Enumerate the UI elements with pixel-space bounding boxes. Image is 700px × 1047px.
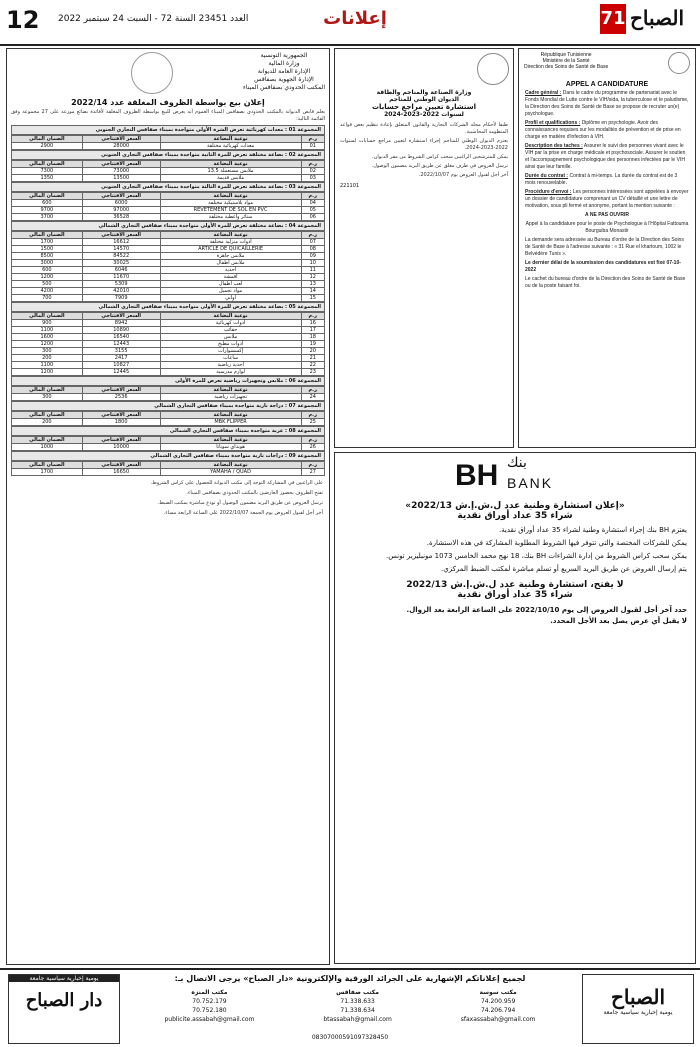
lot-table-header: الضمان المالي	[12, 412, 83, 419]
lot-table-header: الضمان المالي	[12, 462, 83, 469]
health-ministry-ad	[518, 48, 696, 448]
table-cell: REVETEMENT DE SOL EN PVC	[160, 207, 301, 214]
mines-title: استشارة تعيين مراجع حسابات	[372, 103, 476, 111]
table-cell: 20	[301, 348, 325, 355]
table-row	[12, 214, 325, 221]
footer-email[interactable]: publicite.assabah@gmail.com	[164, 1016, 255, 1023]
table-cell: 14570	[82, 246, 160, 253]
table-cell: 6046	[82, 267, 160, 274]
footer-contact-fax: 70.752.180	[192, 1007, 227, 1014]
table-cell: 13	[301, 281, 325, 288]
lot-table-header: الضمان المالي	[12, 136, 83, 143]
table-cell: 10890	[82, 327, 160, 334]
bh-logo-mark: BH	[455, 459, 499, 492]
table-cell: 12445	[82, 369, 160, 376]
tender-paragraph: ترسل العروض عن طريق البريد مضمون الوصول أو تودع مباشرة بمكتب الضبط.	[157, 500, 323, 506]
bh-bank-logo	[335, 453, 695, 501]
footer-contact	[461, 988, 536, 1024]
lot-table-header: نوعية البضاعة	[160, 462, 301, 469]
bh-logo-word: BANK	[507, 475, 554, 491]
bank-subline: شراء 35 عداد أوراق نقدية	[457, 511, 573, 521]
footer-banner: لجميع إعلاناتكم الإشهارية على الجرائد الورقية والإلكترونية «دار الصباح» يرجى الاتصال بـ:	[174, 974, 526, 983]
mines-office-ad	[334, 48, 514, 448]
table-cell: 1800	[82, 419, 160, 426]
page-header	[0, 0, 700, 46]
bank-label-sub: شراء 35 عداد أوراق نقدية	[457, 590, 573, 600]
tender-title: إعلان بيع بواسطة الظروف المغلقة عدد 2022/14	[71, 98, 265, 107]
lot-table-header: ر.م	[301, 462, 325, 469]
tender-paragraph: على الراغبين في المشاركة التوجه إلى مكتب الديوانة للحصول على كراس الشروط.	[150, 480, 323, 486]
lot-table-header: الضمان المالي	[12, 161, 83, 168]
lot-table-header: نوعية البضاعة	[160, 136, 301, 143]
bank-body	[335, 525, 695, 574]
lot-table-header: السعر الافتتاحي	[82, 462, 160, 469]
bank-paragraph: يمكن سحب كراس الشروط من إدارة الشراءات BH بنك، 18 نهج محمد الخامس 1073 مونبليزير تونس.	[386, 552, 687, 560]
footer-contact	[164, 988, 254, 1024]
lot-table-header: ر.م	[301, 313, 325, 320]
mines-paragraph: آخر أجل لقبول العروض يوم 2022/10/07.	[418, 172, 508, 178]
fr-section-heading: Description des taches :	[525, 143, 583, 149]
fr-mention-2: Appel à la candidature pour le poste de Psychologue à l'Hôpital Fattouma Bourguiba Monastir	[525, 221, 689, 234]
lot-table	[11, 461, 325, 476]
table-row	[12, 207, 325, 214]
lot-table-header: السعر الافتتاحي	[82, 161, 160, 168]
table-cell: أدوات منزلية مختلفة	[160, 239, 301, 246]
table-cell: 2900	[12, 143, 83, 150]
fr-deadline: Le dernier délai de la soumission des candidatures est fixé 07-10-2022	[525, 260, 681, 273]
table-cell: 1200	[12, 341, 83, 348]
table-row	[12, 239, 325, 246]
table-row	[12, 253, 325, 260]
footer-brand-2: دار الصباح	[25, 990, 103, 1011]
table-row	[12, 320, 325, 327]
mines-paragraph: طبقا لأحكام مجلة الشركات التجارية والقانون المتعلق بإعادة تنظيم بعض قواعد المنظومة المحاسبية.	[340, 122, 508, 135]
lot-table	[11, 160, 325, 182]
lot-group-title: المجموعة 05 : بضاعة مختلفة تعرض للمرة الأولى متواجدة بميناء صفاقس التجاري الشمالي	[11, 302, 325, 312]
lot-table-header: ر.م	[301, 412, 325, 419]
table-cell: 6000	[82, 200, 160, 207]
lot-table	[11, 386, 325, 401]
lot-table-header: نوعية البضاعة	[160, 387, 301, 394]
table-cell: معدات كهربائية مختلفة	[160, 143, 301, 150]
table-cell: 97000	[82, 207, 160, 214]
section-title: إعلانات	[323, 8, 387, 29]
republic-label: الجمهورية التونسية	[260, 52, 308, 59]
fr-section-text: Assurer le suivi des personnes vivant avec le VIH par la prise en charge médicale et psychosociale. Assurer le soutien et l'accompagnement psychologique des personnes infectées par le VIH ainsi que leur famille.	[525, 143, 686, 170]
bank-paragraph: يتم إرسال العروض عن طريق البريد السريع أو تسلم مباشرة لمكتب الضبط المركزي.	[441, 565, 687, 573]
table-cell: أدوات مطبخ	[160, 341, 301, 348]
table-row	[12, 295, 325, 302]
table-cell: 22	[301, 362, 325, 369]
table-cell: 24	[301, 394, 325, 401]
table-cell: 700	[12, 295, 83, 302]
fr-section-text: Diplôme en psychologie. Avoir des connaissances requises sur les modalités de prévention et de prise en charge en matière d'infection à VIH.	[525, 120, 681, 140]
table-cell: 3700	[12, 214, 83, 221]
table-row	[12, 355, 325, 362]
customs-header	[243, 52, 325, 92]
lot-group-title: المجموعة 03 : بضاعة مختلفة تعرض للمرة الثالثة متواجدة بميناء صفاقس التجاري الجنوبي	[11, 182, 325, 192]
fr-section-heading: Durée du contrat :	[525, 173, 569, 179]
table-cell: تجهيزات رياضية	[160, 394, 301, 401]
footer-tagline-right: يومية إخبارية سياسية جامعة	[603, 1009, 673, 1016]
table-cell: حقائب	[160, 327, 301, 334]
table-cell: أقمشة	[160, 274, 301, 281]
lot-table-header: السعر الافتتاحي	[82, 412, 160, 419]
table-cell: 27	[301, 469, 325, 476]
bank-paragraph: يعتزم BH بنك إجراء استشارة وطنية لشراء 35 عداد أوراق نقدية.	[498, 526, 687, 534]
lot-group-title: المجموعة 09 : دراجات نارية متواجدة بميناء صفاقس التجاري الشمالي	[11, 451, 325, 461]
mines-subtitle: لسنوات 2022-2023-2024	[384, 111, 464, 118]
table-cell: 300	[12, 394, 83, 401]
table-row	[12, 334, 325, 341]
lot-table-header: نوعية البضاعة	[160, 313, 301, 320]
fr-section-text: Les personnes intéressées sont appelées à envoyer un dossier de candidature comprenant un CV détaillé et une lettre de motivation, sous pli fermé et anonyme, portant la mention suivante :	[525, 189, 689, 209]
lot-table-header: السعر الافتتاحي	[82, 437, 160, 444]
logo-text: الصباح	[630, 6, 685, 30]
footer-contact-phone: 70.752.179	[192, 998, 227, 1005]
table-row	[12, 419, 325, 426]
fr-mention: A NE PAS OUVRIR	[585, 212, 629, 218]
table-cell: 300	[12, 348, 83, 355]
table-cell: 900	[12, 320, 83, 327]
table-cell: 28000	[82, 143, 160, 150]
footer-email[interactable]: sfaxassabah@gmail.com	[460, 1016, 536, 1023]
table-cell: 04	[301, 200, 325, 207]
table-cell: 7300	[12, 168, 83, 175]
lot-table-header: ر.م	[301, 437, 325, 444]
footer-contact-phone: 71.338.633	[340, 998, 375, 1005]
mines-office: الديوان الوطني للمناجم	[389, 96, 459, 103]
table-cell: 03	[301, 175, 325, 182]
table-cell: 09	[301, 253, 325, 260]
table-cell: 23	[301, 369, 325, 376]
fr-section-text: Dans le cadre du programme de partenariat avec le Fonds Mondial de Lutte contre le VIH/sida, la tuberculose et le paludisme, la Direction des Soins de Santé de Base se propose de recruter un(e) psychologue.	[525, 90, 689, 117]
customs-tender-ad	[6, 48, 330, 965]
footer-contact-fax: 74.206.794	[480, 1007, 516, 1014]
mines-ref: 221101	[340, 183, 360, 189]
fr-section-text: Contrat à mi-temps. La durée du contrat est de 3 mois renouvelable.	[525, 173, 678, 186]
table-cell: 1200	[12, 369, 83, 376]
table-row	[12, 260, 325, 267]
table-cell: أحذية رياضية	[160, 362, 301, 369]
table-cell: 08	[301, 246, 325, 253]
table-cell: 4200	[12, 288, 83, 295]
table-cell: مواد بلاستيكية مختلفة	[160, 200, 301, 207]
lot-table-header: نوعية البضاعة	[160, 437, 301, 444]
table-cell: 9700	[12, 207, 83, 214]
table-cell: 600	[12, 200, 83, 207]
table-row	[12, 369, 325, 376]
footer-contact-phone: 74.200.959	[480, 998, 516, 1005]
footer-contact-label: مكتب سوسة	[479, 989, 517, 996]
table-cell: هونداي سوناتا	[160, 444, 301, 451]
table-cell: 26	[301, 444, 325, 451]
table-cell: 500	[12, 281, 83, 288]
table-cell: 1100	[12, 327, 83, 334]
table-row	[12, 327, 325, 334]
table-row	[12, 274, 325, 281]
lot-table-header: ر.م	[301, 136, 325, 143]
logo-mark: 71	[600, 4, 626, 34]
tender-intro: يعلم قابض الديوانة بالمكتب الحدودي بصفاقس الميناء العموم أنه يعرض للبيع بواسطة الظروف المغلقة لأفائدة بضائع موزعة على 27 مجموعة وفق القائمة التالية:	[11, 109, 325, 122]
table-cell: 1200	[12, 274, 83, 281]
lot-group-title: المجموعة 06 : ملابس وتجهيزات رياضية تعرض للمرة الأولى	[11, 376, 325, 386]
table-cell: ملابس	[160, 334, 301, 341]
bh-logo-arabic: بنك	[507, 455, 527, 471]
lot-table-header: الضمان المالي	[12, 232, 83, 239]
table-cell: ملابس قديمة	[160, 175, 301, 182]
bank-paragraph: يمكن للشركات المختصة والتي تتوفر فيها الشروط المطلوبة المشاركة في هذه الاستشارة.	[426, 539, 687, 547]
table-cell: 30025	[82, 260, 160, 267]
table-row	[12, 200, 325, 207]
table-cell: إكسسوارات	[160, 348, 301, 355]
fr-section-heading: Profil et qualifications :	[525, 120, 581, 126]
table-cell: 10000	[82, 444, 160, 451]
mines-logo-icon	[477, 53, 509, 85]
table-cell: 19	[301, 341, 325, 348]
table-row	[12, 362, 325, 369]
lot-table-header: السعر الافتتاحي	[82, 387, 160, 394]
lot-group-title: المجموعة 08 : عربة متواجدة بميناء صفاقس التجاري الشمالي	[11, 426, 325, 436]
table-cell: 3000	[12, 260, 83, 267]
table-row	[12, 175, 325, 182]
table-cell: 16612	[82, 239, 160, 246]
table-cell: 73000	[82, 168, 160, 175]
table-cell: 8942	[82, 320, 160, 327]
footer-brand: الصباح	[610, 985, 666, 1009]
table-cell: 8500	[12, 253, 83, 260]
fr-stamp-note: Le cachet du bureau d'ordre de la Direction des Soins de Santé de Base ou de la poste faisant foi.	[525, 276, 686, 289]
table-row	[12, 246, 325, 253]
table-cell: 36528	[82, 214, 160, 221]
table-cell: ملابس أطفال	[160, 260, 301, 267]
table-cell: 600	[12, 267, 83, 274]
tunisia-emblem-icon	[668, 52, 690, 74]
footer-account: 08307000591097328450	[311, 1034, 389, 1041]
table-cell: 7909	[82, 295, 160, 302]
table-cell: 200	[12, 419, 83, 426]
bh-bank-ad	[334, 452, 696, 964]
fr-direction: Direction des Soins de Santé de Base	[524, 64, 609, 70]
lot-table	[11, 312, 325, 376]
lot-table-header: نوعية البضاعة	[160, 161, 301, 168]
table-cell: 1700	[12, 469, 83, 476]
table-cell: 21	[301, 355, 325, 362]
mines-paragraph: ترسل العروض في ظرف مغلق عن طريق البريد مضمون الوصول.	[371, 163, 508, 169]
table-cell: مواد تجميل	[160, 288, 301, 295]
table-cell: 1000	[12, 444, 83, 451]
table-cell: 11	[301, 267, 325, 274]
table-row	[12, 348, 325, 355]
lot-table-header: الضمان المالي	[12, 193, 83, 200]
fr-ministry: Ministère de la Santé	[542, 58, 590, 64]
lots-table	[7, 123, 329, 478]
table-cell: 16650	[82, 469, 160, 476]
table-cell: 16540	[82, 334, 160, 341]
issue-line: العدد 23451 السنة 72 - السبت 24 سبتمبر 2022	[58, 14, 249, 24]
lot-table	[11, 231, 325, 302]
table-cell: 01	[301, 143, 325, 150]
dept-label: المكتب الحدودي بصفاقس الميناء	[243, 84, 325, 91]
table-row	[12, 168, 325, 175]
table-cell: 84522	[82, 253, 160, 260]
table-cell: 10	[301, 260, 325, 267]
fr-republic: République Tunisienne	[540, 52, 592, 58]
lot-table-header: السعر الافتتاحي	[82, 136, 160, 143]
table-cell: 2417	[82, 355, 160, 362]
lot-table-header: ر.م	[301, 161, 325, 168]
bank-warning: لا يقبل أي عرض يصل بعد الأجل المحدد.	[550, 617, 687, 625]
lot-table-header: السعر الافتتاحي	[82, 232, 160, 239]
footer-contact-label: مكتب صفاقس	[336, 989, 380, 996]
table-cell: 42010	[82, 288, 160, 295]
table-cell: 10827	[82, 362, 160, 369]
customs-emblem-icon	[131, 52, 173, 94]
table-cell: ستائر وأغطية مختلفة	[160, 214, 301, 221]
table-cell: 18	[301, 334, 325, 341]
table-cell: 02	[301, 168, 325, 175]
lot-table-header: نوعية البضاعة	[160, 193, 301, 200]
ministry-label: وزارة المالية	[268, 60, 300, 67]
dept-label: الإدارة العامة للديوانة	[257, 68, 311, 75]
table-cell: MBK FLIPPER	[160, 419, 301, 426]
newspaper-logo	[600, 4, 696, 38]
table-cell: لوازم مدرسية	[160, 369, 301, 376]
table-cell: ملابس جاهزة	[160, 253, 301, 260]
table-row	[12, 444, 325, 451]
table-row	[12, 341, 325, 348]
lot-group-title: المجموعة 02 : بضاعة مختلفة تعرض للمرة الثانية متواجدة بميناء صفاقس التجاري الجنوبي	[11, 150, 325, 160]
table-cell: YAMAHA / QUAD	[160, 469, 301, 476]
table-cell: 5309	[82, 281, 160, 288]
bank-label-title: لا يفتح، استشارة وطنية عدد ل.ش.إ.ش 2022/13	[406, 580, 624, 590]
table-row	[12, 143, 325, 150]
page-footer	[0, 968, 700, 1047]
table-cell: 17	[301, 327, 325, 334]
bank-closing: حدد آخر أجل لقبول العروض إلى يوم 2022/10/10 على الساعة الرابعة بعد الزوال.	[406, 606, 687, 614]
lot-group-title: المجموعة 01 : معدات كهربائية تعرض الشرة الأولى متواجدة بميناء صفاقس التجاري الجنوبي	[11, 125, 325, 135]
footer-brand-box-left	[8, 974, 120, 1044]
fr-header	[524, 52, 608, 74]
table-cell: 15	[301, 295, 325, 302]
footer-contacts	[130, 988, 570, 1024]
table-cell: أواني	[160, 295, 301, 302]
mines-body	[335, 118, 513, 183]
table-row	[12, 267, 325, 274]
lot-table	[11, 192, 325, 221]
table-cell: ساعات	[160, 355, 301, 362]
table-cell: 25	[301, 419, 325, 426]
page-number: 12	[6, 6, 40, 34]
lot-table-header: السعر الافتتاحي	[82, 193, 160, 200]
table-cell: 1700	[12, 239, 83, 246]
table-cell: 12443	[82, 341, 160, 348]
mines-ministry: وزارة الصناعة والمناجم والطاقة	[376, 89, 472, 96]
fr-section-heading: Procédure d'envoi :	[525, 189, 572, 195]
table-cell: 1600	[12, 334, 83, 341]
fr-title: APPEL A CANDIDATURE	[565, 81, 649, 88]
bank-headline: «إعلان استشارة وطنية عدد ل.ش.إ.ش 2022/13»	[405, 501, 625, 511]
lot-table-header: الضمان المالي	[12, 387, 83, 394]
lot-table-header: ر.م	[301, 193, 325, 200]
lot-table	[11, 135, 325, 150]
dept-label: الإدارة الجهوية بصفاقس	[254, 76, 314, 83]
table-cell: لعب أطفال	[160, 281, 301, 288]
table-cell: 05	[301, 207, 325, 214]
table-cell: 14	[301, 288, 325, 295]
table-cell: 200	[12, 355, 83, 362]
lot-table	[11, 411, 325, 426]
table-cell: 1350	[12, 175, 83, 182]
footer-email[interactable]: btassabah@gmail.com	[323, 1016, 392, 1023]
table-row	[12, 288, 325, 295]
table-cell: 1100	[12, 362, 83, 369]
lot-table-header: نوعية البضاعة	[160, 232, 301, 239]
table-row	[12, 281, 325, 288]
table-cell: 3155	[82, 348, 160, 355]
lot-table	[11, 436, 325, 451]
mines-paragraph: يمكن للمترشحين الراغبين سحب كراس الشروط من مقر الديوان.	[372, 154, 508, 160]
table-cell: 06	[301, 214, 325, 221]
table-cell: 12	[301, 274, 325, 281]
tender-paragraph: آخر أجل لقبول العروض يوم الجمعة 2022/10/07 على الساعة الرابعة مساء.	[163, 510, 323, 516]
table-cell: 16	[301, 320, 325, 327]
tender-paragraph: تفتح الظروف بحضور العارضين بالمكتب الحدودي بصفاقس الميناء.	[186, 490, 323, 496]
fr-section-heading: Cadre général :	[525, 90, 562, 96]
table-cell: ARTICLE DE QUICAILLERIE	[160, 246, 301, 253]
table-cell: 1500	[12, 246, 83, 253]
table-cell: 13500	[82, 175, 160, 182]
table-cell: 13.5 ملابس مستعملة	[160, 168, 301, 175]
table-cell: 11670	[82, 274, 160, 281]
table-cell: 07	[301, 239, 325, 246]
tender-conditions	[7, 478, 329, 522]
lot-table-header: ر.م	[301, 232, 325, 239]
footer-contact	[323, 988, 391, 1024]
table-cell: أحذية	[160, 267, 301, 274]
fr-address: La demande sera adressée au Bureau d'ordre de la Direction des Soins de Santé de Base à l'adresse suivante : « 31 Rue el khartoum, 1002 le Belvédère Tunis ».	[525, 237, 684, 257]
lot-table-header: الضمان المالي	[12, 437, 83, 444]
footer-tagline: يومية إخبارية سياسية جامعة	[9, 975, 119, 982]
lot-table-header: ر.م	[301, 387, 325, 394]
lot-table-header: نوعية البضاعة	[160, 412, 301, 419]
table-row	[12, 469, 325, 476]
footer-contact-label: مكتب المنزه	[191, 989, 228, 996]
footer-contact-fax: 71.338.634	[340, 1007, 375, 1014]
table-cell: أدوات كهربائية	[160, 320, 301, 327]
lot-table-header: الضمان المالي	[12, 313, 83, 320]
lot-group-title: المجموعة 04 : بضاعة مختلفة تعرض للمرة الأولى متواجدة بميناء صفاقس التجاري الشمالي	[11, 221, 325, 231]
mines-paragraph: يعتزم الديوان الوطني للمناجم إجراء استشارة لتعيين مراجع حسابات لسنوات 2022-2023-2024.	[340, 138, 508, 151]
table-row	[12, 394, 325, 401]
lot-group-title: المجموعة 07 : دراجة نارية متواجدة بميناء صفاقس التجاري الشمالي	[11, 401, 325, 411]
footer-brand-box-right	[582, 974, 694, 1044]
lot-table-header: السعر الافتتاحي	[82, 313, 160, 320]
table-cell: 2536	[82, 394, 160, 401]
